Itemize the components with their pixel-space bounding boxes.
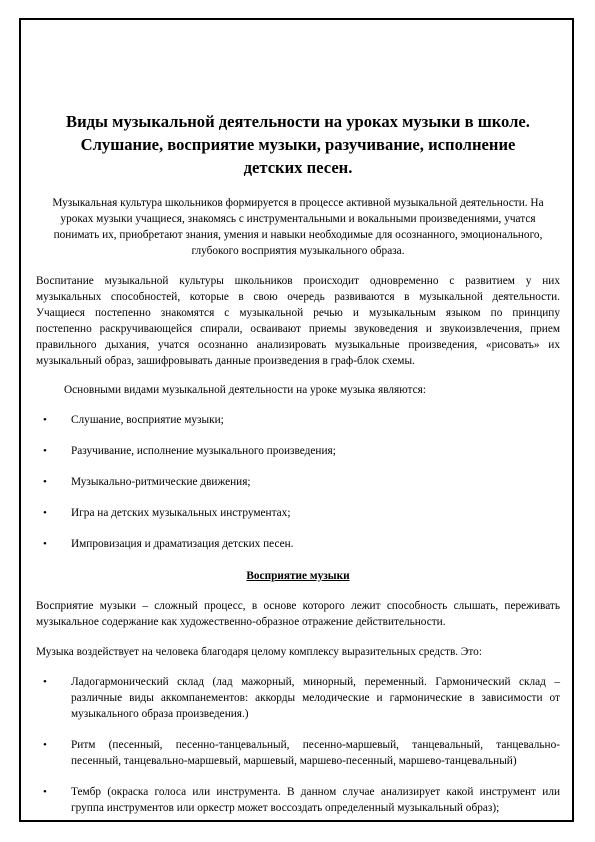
title-line: Слушание, восприятие музыки, разучивание, исполнение: [80, 135, 516, 154]
intro-line: Музыкальная культура школьников формируется в процессе активной музыкальной деятельности. На: [52, 197, 544, 209]
intro-paragraph: [36, 195, 560, 259]
list-item-text: Импровизация и драматизация детских песен.: [71, 538, 294, 550]
paragraph-line: музыкальный образ, зашифровывать данные произведения в граф-блок схемы.: [36, 355, 415, 367]
list-item: [36, 412, 560, 428]
paragraph-line: Восприятие музыки – сложный процесс, в основе которого лежит способность слышать, переживать: [36, 600, 560, 612]
list-item: [36, 674, 560, 722]
means-intro: Музыка воздействует на человека благодаря целому комплексу выразительных средств. Это:: [36, 646, 482, 658]
list-item-line: Тембр (окраска голоса или инструмента. В данном случае анализирует какой инструмент или: [71, 786, 560, 798]
list-item-text: Разучивание, исполнение музыкального произведения;: [71, 445, 336, 457]
list-item-line: Ладогармонический склад (лад мажорный, минорный, переменный. Гармонический склад –: [71, 676, 560, 688]
means-list: [36, 674, 560, 816]
intro-line: понимать их, приобретают знания, умения и навыки необходимые для осознанного, эмоционального,: [53, 229, 543, 241]
list-item-line: Ритм (песенный, песенно-танцевальный, песенно-маршевый, танцевальный, танцевально-: [71, 739, 560, 751]
bullet-icon: •: [43, 414, 47, 426]
list-item: [36, 443, 560, 459]
bullet-icon: •: [43, 739, 47, 751]
bullet-icon: •: [43, 538, 47, 550]
section-heading: Восприятие музыки: [246, 570, 350, 582]
paragraph-line: постепенно раскручивающейся спирали, осваивают приемы звуковедения и звукоизвлечения, прием: [36, 323, 560, 335]
document-body: [36, 110, 560, 816]
document-title: [36, 110, 560, 179]
bullet-icon: •: [43, 476, 47, 488]
paragraph-line: музыкальных способностей, которые в свою очередь развиваются в музыкальной деятельности.: [36, 291, 560, 303]
list-item: [36, 474, 560, 490]
list-item-text: Слушание, восприятие музыки;: [71, 414, 224, 426]
bullet-icon: •: [43, 507, 47, 519]
list-item: [36, 505, 560, 521]
intro-line: глубокого восприятия музыкального образа.: [191, 245, 405, 257]
activities-list: [36, 412, 560, 552]
bullet-icon: •: [43, 786, 47, 798]
title-line: детских песен.: [243, 158, 353, 177]
list-item-text: Музыкально-ритмические движения;: [71, 476, 251, 488]
list-item-line: различные виды аккомпанементов: аккорды мелодические и гармонические в зависимости от: [71, 692, 560, 704]
intro-line: уроках музыки учащиеся, знакомясь с инструментальными и вокальными произведениями, учатся: [60, 213, 536, 225]
bullet-icon: •: [43, 445, 47, 457]
list-item-line: песенный, танцевально-маршевый, маршевый, маршево-песенный, маршево-танцевальный): [71, 755, 517, 767]
upbringing-paragraph: [36, 273, 560, 369]
paragraph-line: музыкальное содержание как художественно-образное отражение действительности.: [36, 616, 446, 628]
paragraph-line: Учащиеся постепенно знакомятся с музыкальной речью и музыкальным языком по принципу: [36, 307, 560, 319]
paragraph-line: правильного дыхания, учатся осознанно анализировать музыкальные произведения, «рисовать» их: [36, 339, 560, 351]
paragraph-line: Воспитание музыкальной культуры школьников происходит одновременно с развитием у них: [36, 275, 560, 287]
list-item: [36, 784, 560, 816]
list-item: [36, 536, 560, 552]
list-item: [36, 737, 560, 769]
list-item-line: группа инструментов или оркестр может воссоздать определенный музыкальный образ);: [71, 802, 500, 814]
bullet-icon: •: [43, 676, 47, 688]
list-item-text: Игра на детских музыкальных инструментах;: [71, 507, 291, 519]
perception-paragraph: [36, 598, 560, 630]
activities-lead: Основными видами музыкальной деятельности на уроке музыка являются:: [64, 384, 426, 396]
list-item-line: музыкального образа произведения.): [71, 708, 249, 720]
title-line: Виды музыкальной деятельности на уроках музыки в школе.: [66, 112, 530, 131]
